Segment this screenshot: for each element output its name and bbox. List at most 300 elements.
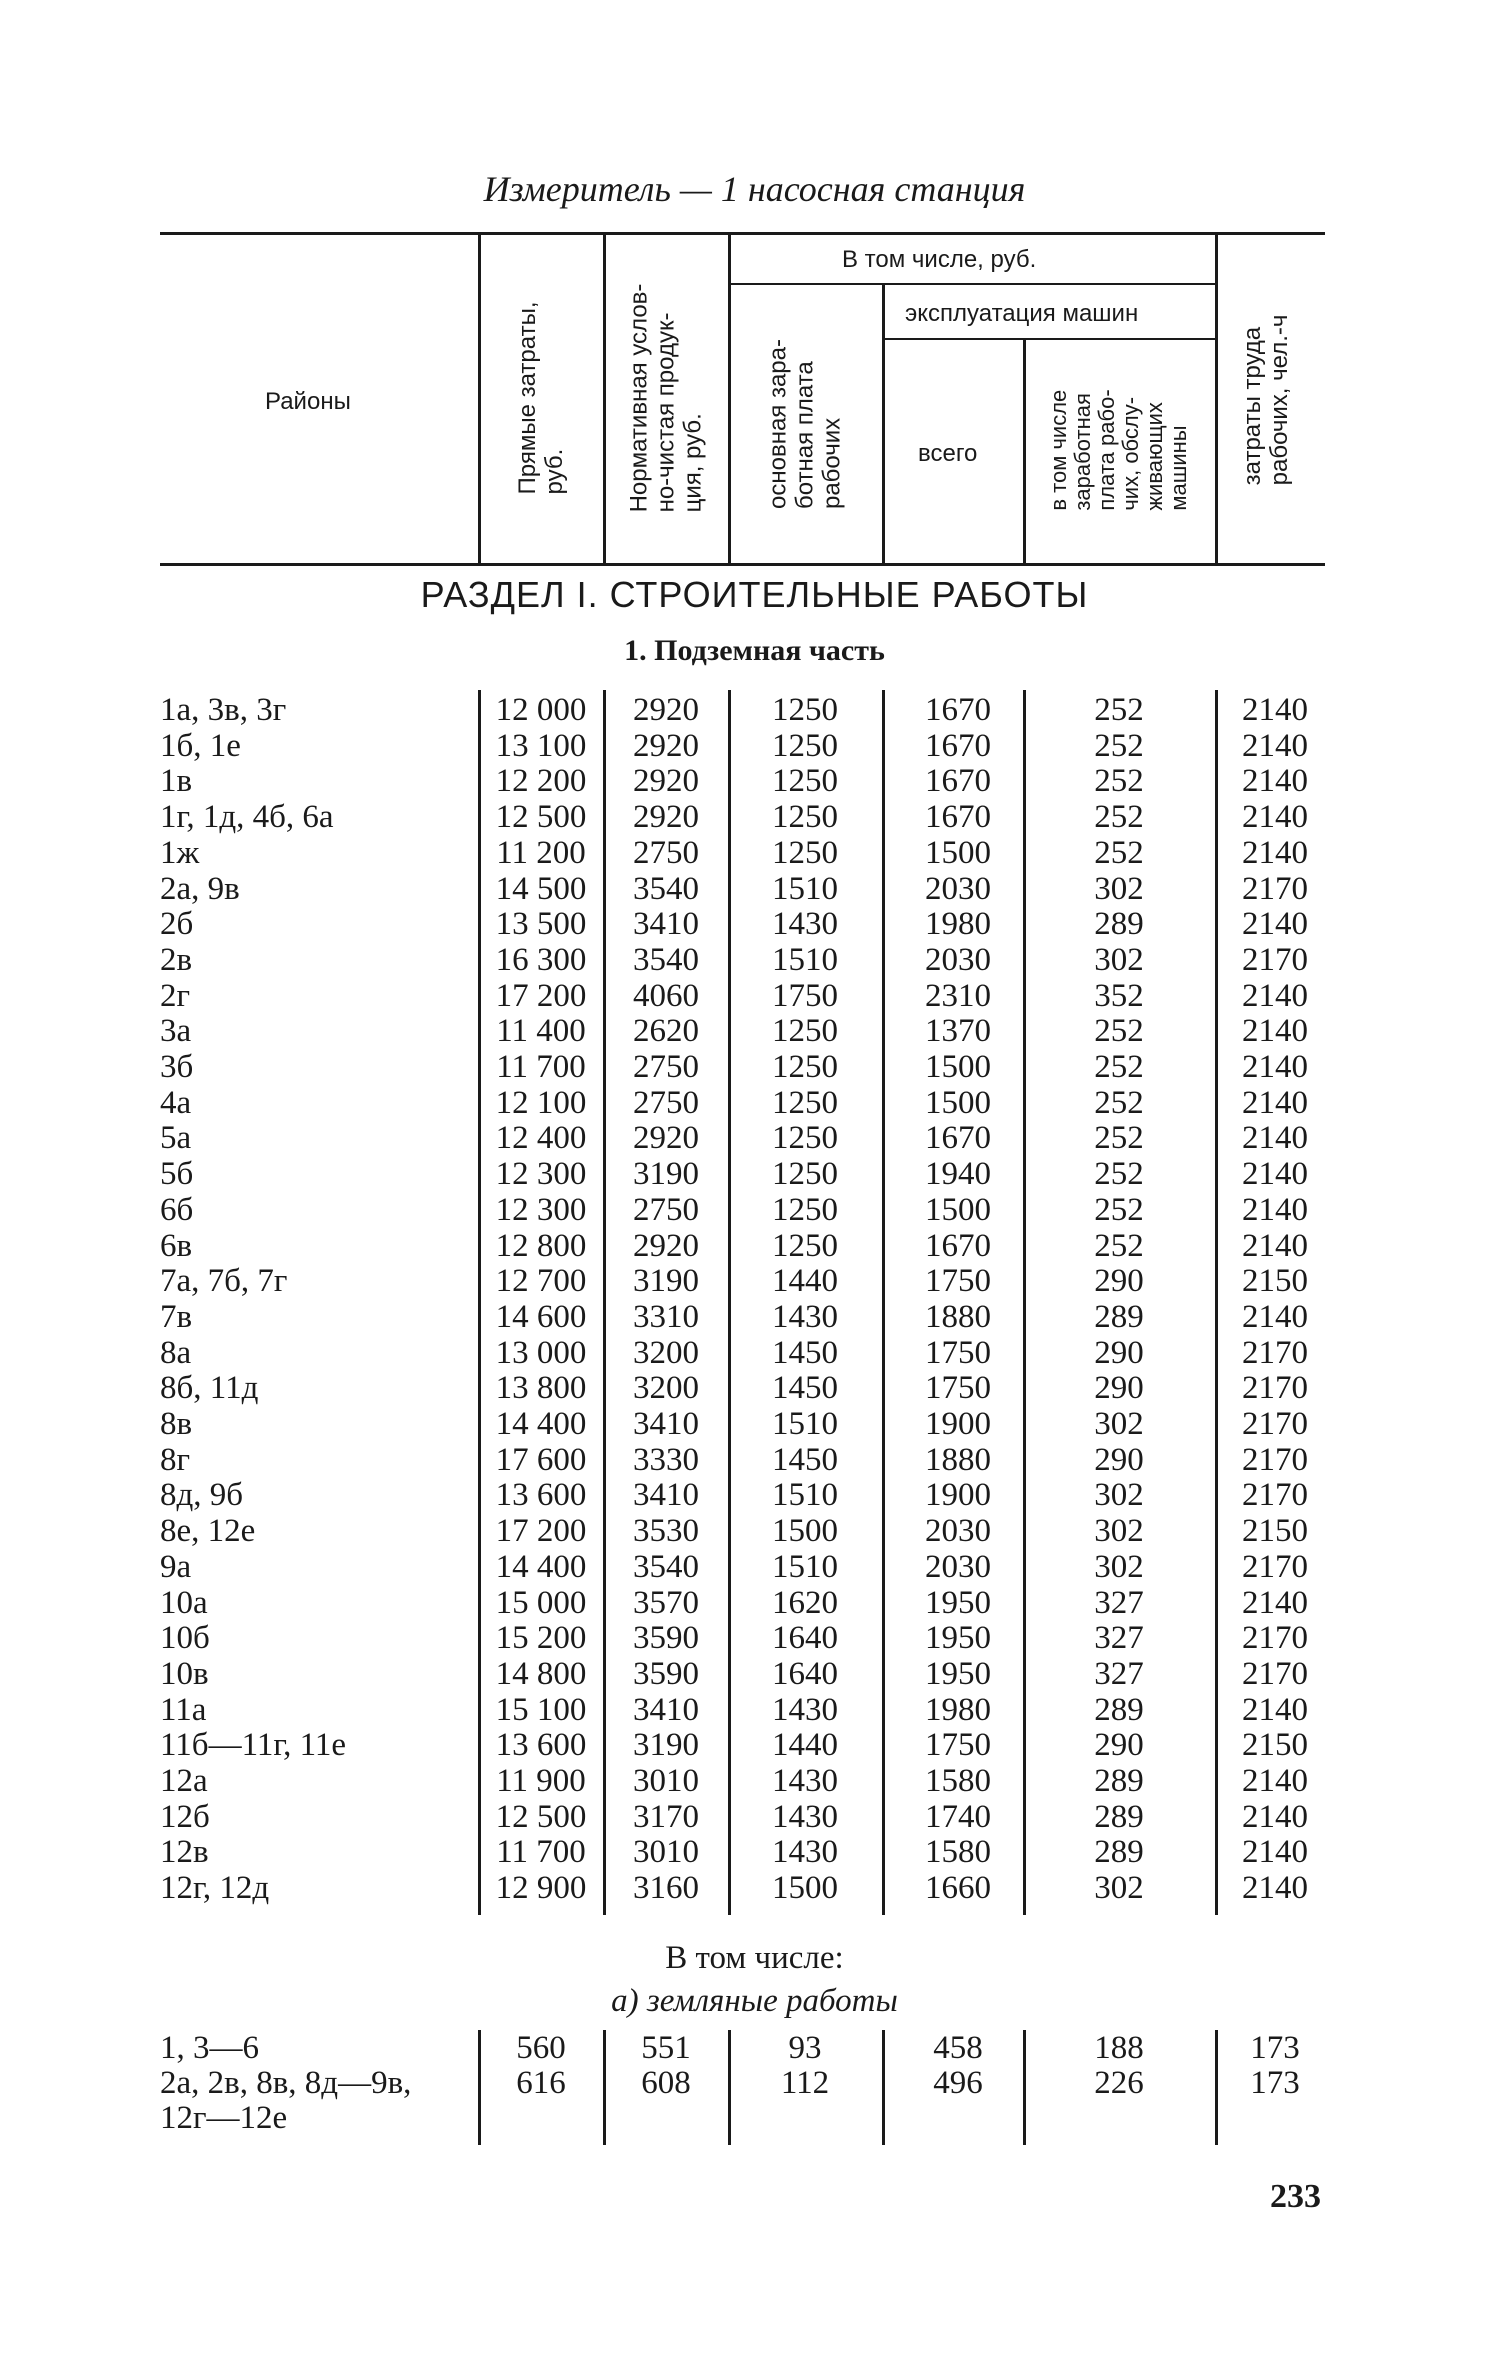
table-row <box>0 871 1509 907</box>
value-cell: 1980 <box>925 1691 991 1728</box>
value-cell: 252 <box>1094 799 1144 836</box>
value-cell: 3160 <box>633 1870 699 1907</box>
rayon-cell: 12г, 12д <box>160 1870 270 1907</box>
value-cell: 1500 <box>925 1049 991 1085</box>
caption-v-tom-chisle: В том числе: <box>665 1940 844 1976</box>
value-cell: 14 400 <box>495 1406 587 1442</box>
table-row <box>0 1549 1509 1585</box>
value-cell: 2750 <box>633 834 699 871</box>
value-cell: 3190 <box>633 1156 699 1193</box>
header-bottom-rule <box>160 563 1325 566</box>
value-cell: 93 <box>788 2030 822 2066</box>
value-cell: 112 <box>780 2065 830 2101</box>
value-cell: 1440 <box>772 1727 838 1764</box>
rayon-cell: 1а, 3в, 3г <box>160 692 287 728</box>
table-row <box>0 799 1509 835</box>
table-row <box>0 1228 1509 1264</box>
rayon-cell: 1б, 1е <box>160 727 241 764</box>
value-cell: 2750 <box>633 1084 699 1121</box>
value-cell: 252 <box>1094 1156 1144 1193</box>
value-cell: 3190 <box>633 1263 699 1300</box>
table-row <box>0 1727 1509 1763</box>
value-cell: 1430 <box>772 1298 838 1335</box>
value-cell: 1250 <box>772 1156 838 1193</box>
value-cell: 252 <box>1094 763 1144 800</box>
rayon-cell: 11б—11г, 11е <box>160 1727 347 1764</box>
value-cell: 2920 <box>633 799 699 836</box>
value-cell: 2140 <box>1242 1084 1308 1121</box>
value-cell: 1510 <box>772 1548 838 1585</box>
value-cell: 2140 <box>1242 1763 1308 1799</box>
value-cell: 2150 <box>1242 1513 1308 1550</box>
value-cell: 2920 <box>633 727 699 764</box>
table-row <box>0 1192 1509 1228</box>
value-cell: 2140 <box>1242 1156 1308 1193</box>
value-cell: 1580 <box>925 1834 991 1871</box>
value-cell: 2920 <box>633 692 699 728</box>
value-cell: 252 <box>1094 692 1144 728</box>
value-cell: 1640 <box>772 1620 838 1657</box>
value-cell: 1670 <box>925 763 991 800</box>
value-cell: 3410 <box>633 906 699 943</box>
value-cell: 13 600 <box>495 1727 587 1764</box>
value-cell: 2140 <box>1242 799 1308 836</box>
value-cell: 13 600 <box>495 1477 587 1514</box>
rayon-cell: 8е, 12е <box>160 1513 256 1550</box>
table-row <box>0 2065 1509 2101</box>
value-cell: 14 500 <box>495 870 587 907</box>
value-cell: 1250 <box>772 1227 838 1264</box>
value-cell: 3200 <box>633 1334 699 1371</box>
table-row <box>0 1692 1509 1728</box>
value-cell: 1580 <box>925 1763 991 1799</box>
value-cell: 1950 <box>925 1655 991 1692</box>
rayon-cell: 3а <box>160 1013 192 1050</box>
table-row <box>0 906 1509 942</box>
header-normativnaya-line-1: Нормативная услов- <box>625 283 653 513</box>
value-cell: 1510 <box>772 870 838 907</box>
value-cell: 12 300 <box>495 1156 587 1193</box>
value-cell: 1670 <box>925 692 991 728</box>
header-vline-1 <box>478 235 481 563</box>
value-cell: 2140 <box>1242 1834 1308 1871</box>
value-cell: 2170 <box>1242 1477 1308 1514</box>
value-cell: 1640 <box>772 1655 838 1692</box>
header-osnovnaya-line-2: ботная плата <box>791 361 819 510</box>
value-cell: 2750 <box>633 1191 699 1228</box>
value-cell: 1250 <box>772 1120 838 1157</box>
v-tom-chisle-rule <box>728 283 1215 285</box>
value-cell: 1750 <box>925 1370 991 1407</box>
rayon-cell: 12б <box>160 1798 210 1835</box>
value-cell: 3010 <box>633 1763 699 1799</box>
value-cell: 352 <box>1094 977 1144 1014</box>
value-cell: 1940 <box>925 1156 991 1193</box>
value-cell: 12 500 <box>495 799 587 836</box>
header-zarplata-line-6: машины <box>1166 425 1191 511</box>
rayon-cell: 12а <box>160 1763 208 1799</box>
value-cell: 12 900 <box>495 1870 587 1907</box>
value-cell: 2140 <box>1242 1049 1308 1085</box>
value-cell: 12 800 <box>495 1227 587 1264</box>
value-cell: 1740 <box>925 1798 991 1835</box>
value-cell: 1250 <box>772 692 838 728</box>
header-vsego: всего <box>918 440 978 467</box>
value-cell: 496 <box>933 2065 983 2101</box>
value-cell: 3410 <box>633 1477 699 1514</box>
table-row <box>0 1477 1509 1513</box>
value-cell: 15 000 <box>495 1584 587 1621</box>
rayon-cell: 8г <box>160 1441 191 1478</box>
rayon-cell: 10в <box>160 1655 209 1692</box>
value-cell: 252 <box>1094 1049 1144 1085</box>
value-cell: 1750 <box>925 1334 991 1371</box>
header-vline-5 <box>1023 340 1026 563</box>
value-cell: 2140 <box>1242 1584 1308 1621</box>
value-cell: 3170 <box>633 1798 699 1835</box>
table-row <box>0 1085 1509 1121</box>
value-cell: 1900 <box>925 1406 991 1442</box>
value-cell: 11 700 <box>496 1049 586 1085</box>
value-cell: 188 <box>1094 2030 1144 2066</box>
header-normativnaya <box>626 284 707 513</box>
value-cell: 2140 <box>1242 763 1308 800</box>
value-cell: 2140 <box>1242 1798 1308 1835</box>
header-vline-3 <box>728 235 731 563</box>
header-zarplata-line-2: заработная <box>1070 393 1095 511</box>
rayon-cell: 1, 3—6 <box>160 2030 259 2066</box>
value-cell: 2170 <box>1242 1655 1308 1692</box>
table-row <box>0 763 1509 799</box>
value-cell: 1500 <box>925 834 991 871</box>
page-number: 233 <box>1270 2178 1321 2215</box>
value-cell: 12 700 <box>495 1263 587 1300</box>
header-pryamye <box>514 302 568 495</box>
rayon-cell: 2б <box>160 906 194 943</box>
value-cell: 3010 <box>633 1834 699 1871</box>
value-cell: 1250 <box>772 1084 838 1121</box>
value-cell: 14 400 <box>495 1548 587 1585</box>
value-cell: 13 800 <box>495 1370 587 1407</box>
value-cell: 12 000 <box>495 692 587 728</box>
value-cell: 290 <box>1094 1334 1144 1371</box>
value-cell: 2170 <box>1242 1334 1308 1371</box>
rayon-cell: 11а <box>160 1691 207 1728</box>
table-row <box>0 728 1509 764</box>
value-cell: 2170 <box>1242 1441 1308 1478</box>
value-cell: 1950 <box>925 1584 991 1621</box>
header-vline-6 <box>1215 235 1218 563</box>
value-cell: 13 500 <box>495 906 587 943</box>
rayon-cell: 1г, 1д, 4б, 6а <box>160 799 334 836</box>
value-cell: 226 <box>1094 2065 1144 2101</box>
value-cell: 2170 <box>1242 941 1308 978</box>
value-cell: 2140 <box>1242 1191 1308 1228</box>
value-cell: 17 600 <box>495 1441 587 1478</box>
value-cell: 458 <box>933 2030 983 2066</box>
value-cell: 1750 <box>925 1263 991 1300</box>
rayon-cell: 8б, 11д <box>160 1370 259 1407</box>
table-row <box>0 692 1509 728</box>
rayon-cell: 7в <box>160 1298 193 1335</box>
value-cell: 2150 <box>1242 1727 1308 1764</box>
value-cell: 1670 <box>925 1227 991 1264</box>
value-cell: 2140 <box>1242 1691 1308 1728</box>
header-normativnaya-line-2: но-чистая продук- <box>652 312 680 513</box>
rayon-cell: 3б <box>160 1049 194 1085</box>
rayon-cell: 1в <box>160 763 193 800</box>
table-row <box>0 1156 1509 1192</box>
rayon-cell: 6б <box>160 1191 194 1228</box>
value-cell: 551 <box>641 2030 691 2066</box>
table-row <box>0 1513 1509 1549</box>
value-cell: 1250 <box>772 1049 838 1085</box>
value-cell: 2140 <box>1242 834 1308 871</box>
value-cell: 1880 <box>925 1298 991 1335</box>
value-cell: 1750 <box>772 977 838 1014</box>
value-cell: 2140 <box>1242 1870 1308 1907</box>
value-cell: 11 700 <box>496 1834 586 1871</box>
ekspluatatsiya-rule <box>882 338 1215 340</box>
table-row <box>0 1656 1509 1692</box>
value-cell: 302 <box>1094 1870 1144 1907</box>
header-pryamye-line-1: Прямые затраты, <box>514 301 541 495</box>
table-row <box>0 2030 1509 2066</box>
value-cell: 11 400 <box>496 1013 586 1050</box>
value-cell: 2140 <box>1242 977 1308 1014</box>
value-cell: 2030 <box>925 870 991 907</box>
subsection-title: 1. Подземная часть <box>624 634 885 667</box>
value-cell: 2140 <box>1242 1120 1308 1157</box>
value-cell: 3410 <box>633 1406 699 1442</box>
header-zarplata-line-4: чих, обслу- <box>1118 396 1143 511</box>
rayon-cell: 4а <box>160 1084 192 1121</box>
table-row <box>0 1585 1509 1621</box>
value-cell: 2140 <box>1242 1227 1308 1264</box>
value-cell: 12 200 <box>495 763 587 800</box>
value-cell: 302 <box>1094 1513 1144 1550</box>
rayon-cell: 2г <box>160 977 191 1014</box>
value-cell: 1440 <box>772 1263 838 1300</box>
value-cell: 302 <box>1094 1548 1144 1585</box>
value-cell: 2620 <box>633 1013 699 1050</box>
value-cell: 1250 <box>772 834 838 871</box>
rayon-cell: 5а <box>160 1120 192 1157</box>
header-zatraty-line-1: затраты труда <box>1239 326 1266 486</box>
value-cell: 327 <box>1094 1620 1144 1657</box>
value-cell: 302 <box>1094 1406 1144 1442</box>
value-cell: 14 800 <box>495 1655 587 1692</box>
section-title: РАЗДЕЛ I. СТРОИТЕЛЬНЫЕ РАБОТЫ <box>420 574 1089 615</box>
value-cell: 302 <box>1094 870 1144 907</box>
rayon-cell: 8а <box>160 1334 192 1371</box>
table-row <box>0 1620 1509 1656</box>
value-cell: 1950 <box>925 1620 991 1657</box>
value-cell: 4060 <box>633 977 699 1014</box>
table-row <box>0 1370 1509 1406</box>
value-cell: 1430 <box>772 1834 838 1871</box>
value-cell: 2030 <box>925 1513 991 1550</box>
rayon-cell: 12г—12е <box>160 2100 288 2136</box>
header-zarplata-line-5: живающих <box>1142 402 1167 511</box>
value-cell: 252 <box>1094 1191 1144 1228</box>
header-rayony: Районы <box>265 388 351 415</box>
value-cell: 1500 <box>772 1870 838 1907</box>
value-cell: 17 200 <box>495 977 587 1014</box>
rayon-cell: 2в <box>160 941 193 978</box>
value-cell: 2310 <box>925 977 991 1014</box>
value-cell: 290 <box>1094 1263 1144 1300</box>
rayon-cell: 12в <box>160 1834 209 1871</box>
value-cell: 2140 <box>1242 1013 1308 1050</box>
value-cell: 327 <box>1094 1655 1144 1692</box>
value-cell: 1980 <box>925 906 991 943</box>
header-osnovnaya-line-1: основная зара- <box>764 338 792 510</box>
value-cell: 290 <box>1094 1727 1144 1764</box>
value-cell: 12 100 <box>495 1084 587 1121</box>
value-cell: 2140 <box>1242 692 1308 728</box>
value-cell: 3200 <box>633 1370 699 1407</box>
value-cell: 15 100 <box>495 1691 587 1728</box>
value-cell: 1660 <box>925 1870 991 1907</box>
value-cell: 1370 <box>925 1013 991 1050</box>
value-cell: 1250 <box>772 763 838 800</box>
value-cell: 16 300 <box>495 941 587 978</box>
value-cell: 608 <box>641 2065 691 2101</box>
value-cell: 173 <box>1250 2030 1300 2066</box>
header-zatraty-line-2: рабочих, чел.-ч <box>1266 314 1293 486</box>
value-cell: 1670 <box>925 799 991 836</box>
table-row <box>0 1763 1509 1799</box>
header-vline-2 <box>603 235 606 563</box>
value-cell: 252 <box>1094 1013 1144 1050</box>
table-row <box>0 1335 1509 1371</box>
rayon-cell: 7а, 7б, 7г <box>160 1263 288 1300</box>
value-cell: 1670 <box>925 1120 991 1157</box>
value-cell: 2170 <box>1242 1370 1308 1407</box>
value-cell: 2170 <box>1242 1620 1308 1657</box>
header-zatraty-truda <box>1239 315 1293 486</box>
rayon-cell: 10б <box>160 1620 210 1657</box>
value-cell: 1500 <box>772 1513 838 1550</box>
value-cell: 289 <box>1094 1798 1144 1835</box>
value-cell: 17 200 <box>495 1513 587 1550</box>
value-cell: 12 300 <box>495 1191 587 1228</box>
value-cell: 302 <box>1094 941 1144 978</box>
table-row <box>0 1406 1509 1442</box>
value-cell: 302 <box>1094 1477 1144 1514</box>
value-cell: 3330 <box>633 1441 699 1478</box>
value-cell: 173 <box>1250 2065 1300 2101</box>
value-cell: 1880 <box>925 1441 991 1478</box>
value-cell: 289 <box>1094 1834 1144 1871</box>
value-cell: 2170 <box>1242 1406 1308 1442</box>
value-cell: 252 <box>1094 1084 1144 1121</box>
value-cell: 2140 <box>1242 906 1308 943</box>
value-cell: 252 <box>1094 834 1144 871</box>
value-cell: 1750 <box>925 1727 991 1764</box>
header-vline-4 <box>882 285 885 563</box>
value-cell: 252 <box>1094 727 1144 764</box>
value-cell: 12 400 <box>495 1120 587 1157</box>
table-row <box>0 1049 1509 1085</box>
table-row <box>0 1013 1509 1049</box>
value-cell: 2140 <box>1242 727 1308 764</box>
value-cell: 15 200 <box>495 1620 587 1657</box>
value-cell: 2170 <box>1242 870 1308 907</box>
value-cell: 1510 <box>772 941 838 978</box>
header-zarplata-line-1: в том числе <box>1046 389 1071 511</box>
value-cell: 289 <box>1094 906 1144 943</box>
table-row <box>0 1834 1509 1870</box>
value-cell: 252 <box>1094 1120 1144 1157</box>
value-cell: 1450 <box>772 1441 838 1478</box>
value-cell: 1430 <box>772 906 838 943</box>
value-cell: 1250 <box>772 799 838 836</box>
value-cell: 1430 <box>772 1798 838 1835</box>
value-cell: 2170 <box>1242 1548 1308 1585</box>
value-cell: 2920 <box>633 1227 699 1264</box>
rayon-cell: 8д, 9б <box>160 1477 244 1514</box>
rayon-cell: 2а, 2в, 8в, 8д—9в, <box>160 2065 412 2101</box>
value-cell: 2920 <box>633 1120 699 1157</box>
rayon-cell: 9а <box>160 1548 192 1585</box>
header-v-tom-chisle: В том числе, руб. <box>842 246 1037 273</box>
value-cell: 2150 <box>1242 1263 1308 1300</box>
value-cell: 2030 <box>925 941 991 978</box>
header-top-rule <box>160 232 1325 235</box>
value-cell: 1250 <box>772 1013 838 1050</box>
table-row <box>0 1120 1509 1156</box>
value-cell: 3540 <box>633 941 699 978</box>
value-cell: 11 200 <box>496 834 586 871</box>
value-cell: 3540 <box>633 1548 699 1585</box>
value-cell: 1250 <box>772 1191 838 1228</box>
caption-zemlyanye-raboty: а) земляные работы <box>611 1983 898 2019</box>
value-cell: 1510 <box>772 1477 838 1514</box>
value-cell: 3590 <box>633 1620 699 1657</box>
rayon-cell: 1ж <box>160 834 200 871</box>
value-cell: 2030 <box>925 1548 991 1585</box>
table-row <box>0 978 1509 1014</box>
rayon-cell: 2а, 9в <box>160 870 240 907</box>
table-row <box>0 1799 1509 1835</box>
value-cell: 2920 <box>633 763 699 800</box>
value-cell: 2750 <box>633 1049 699 1085</box>
value-cell: 14 600 <box>495 1298 587 1335</box>
value-cell: 252 <box>1094 1227 1144 1264</box>
header-osnovnaya <box>765 339 846 509</box>
value-cell: 1500 <box>925 1084 991 1121</box>
value-cell: 1430 <box>772 1763 838 1799</box>
value-cell: 290 <box>1094 1370 1144 1407</box>
table-row <box>0 1263 1509 1299</box>
value-cell: 1670 <box>925 727 991 764</box>
value-cell: 3570 <box>633 1584 699 1621</box>
value-cell: 3310 <box>633 1298 699 1335</box>
value-cell: 327 <box>1094 1584 1144 1621</box>
value-cell: 290 <box>1094 1441 1144 1478</box>
rayon-cell: 5б <box>160 1156 194 1193</box>
value-cell: 3190 <box>633 1727 699 1764</box>
value-cell: 1430 <box>772 1691 838 1728</box>
header-normativnaya-line-3: ция, руб. <box>679 413 707 513</box>
value-cell: 13 100 <box>495 727 587 764</box>
value-cell: 2140 <box>1242 1298 1308 1335</box>
value-cell: 1450 <box>772 1370 838 1407</box>
value-cell: 1620 <box>772 1584 838 1621</box>
value-cell: 616 <box>516 2065 566 2101</box>
